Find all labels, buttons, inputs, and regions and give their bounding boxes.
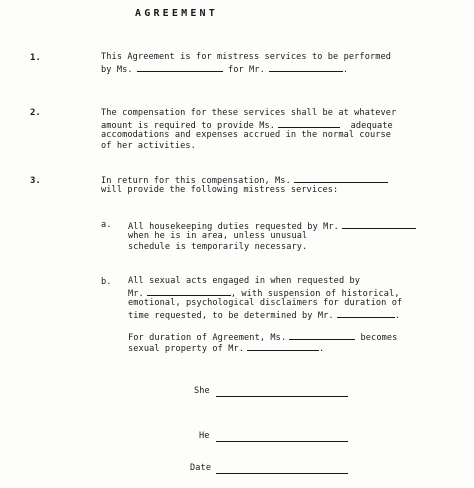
duration-ms-name-blank[interactable]	[289, 331, 355, 340]
duration-text-2: sexual property of Mr.	[128, 344, 245, 354]
section-3b-mr-name-blank[interactable]	[147, 287, 231, 296]
she-signature-label: She	[194, 386, 210, 396]
section-3a-line-3: schedule is temporarily necessary.	[128, 242, 308, 252]
section-2-number: 2.	[30, 108, 41, 118]
section-3-number: 3.	[30, 176, 41, 186]
section-2-ms-name-blank[interactable]	[278, 119, 340, 128]
section-3b-line-4	[128, 309, 400, 322]
document-title: AGREEMENT	[135, 8, 218, 19]
section-1-number: 1.	[30, 53, 41, 63]
section-3b-line-1: All sexual acts engaged in when requested by	[128, 276, 361, 286]
section-1-mr-name-blank[interactable]	[269, 63, 343, 72]
section-1-line-1: This Agreement is for mistress services to be performed	[101, 52, 392, 62]
date-line[interactable]	[216, 472, 348, 474]
section-3a-text-1: All housekeeping duties requested by Mr.	[128, 222, 339, 232]
section-1-ms-name-blank[interactable]	[137, 63, 223, 72]
section-1-mr-label: for Mr.	[227, 65, 265, 75]
section-3a-label: a.	[101, 220, 112, 230]
section-2-line-1: The compensation for these services shall be at whatever	[101, 108, 397, 118]
duration-period: .	[319, 344, 325, 354]
section-1-period: .	[342, 65, 349, 75]
duration-becomes: becomes	[360, 333, 398, 343]
he-signature-line[interactable]	[216, 440, 348, 442]
section-1-ms-label: by Ms.	[101, 65, 133, 75]
section-3b-text-4: time requested, to be determined by Mr.	[128, 311, 334, 321]
she-signature-line[interactable]	[216, 395, 348, 397]
duration-text-1: For duration of Agreement, Ms.	[128, 333, 287, 343]
section-3-line-2: will provide the following mistress services:	[101, 185, 339, 195]
section-2-ms-label: amount is required to provide Ms.	[101, 121, 276, 131]
section-2-adequate: adequate	[350, 121, 393, 131]
section-3b-mr-name-blank-2[interactable]	[337, 309, 395, 318]
duration-line-2	[128, 342, 324, 355]
section-3b-text-2: , with suspension of historical,	[230, 289, 400, 299]
section-3b-period: .	[394, 311, 400, 321]
section-3-ms-name-blank[interactable]	[294, 174, 388, 183]
section-3a-line-2: when he is in area, unless unusual	[128, 231, 308, 241]
section-3b-line-3: emotional, psychological disclaimers for duration of	[128, 298, 403, 308]
section-3b-mr-label: Mr.	[128, 289, 144, 299]
date-label: Date	[190, 463, 212, 473]
section-3-ms-label: In return for this compensation, Ms.	[101, 176, 291, 186]
duration-mr-name-blank[interactable]	[247, 342, 319, 351]
section-2-line-4: of her activities.	[101, 141, 196, 151]
he-signature-label: He	[199, 431, 210, 441]
section-1-line-2	[101, 63, 348, 76]
section-3a-mr-name-blank[interactable]	[342, 220, 416, 229]
section-3b-label: b.	[101, 277, 112, 287]
section-2-line-3: accomodations and expenses accrued in the normal course	[101, 130, 392, 140]
